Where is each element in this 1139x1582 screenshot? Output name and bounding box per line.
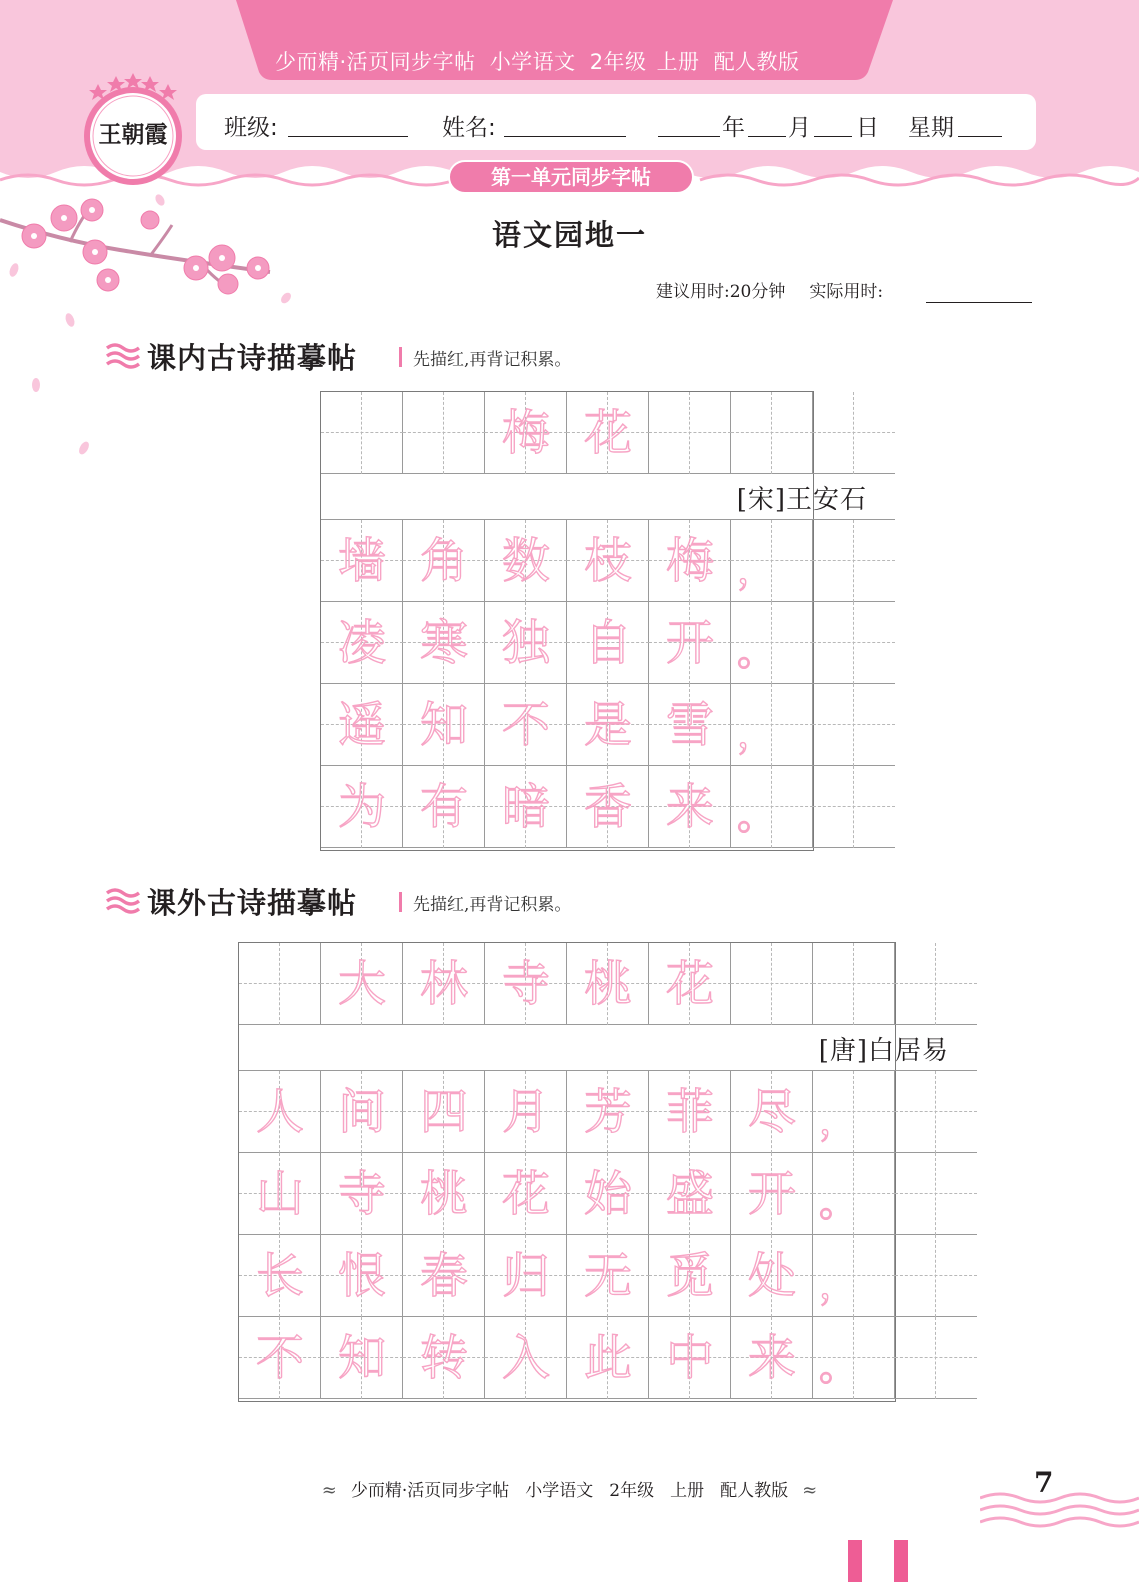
trace-character: 山 xyxy=(255,1166,304,1222)
trace-character: 雪 xyxy=(665,697,714,753)
grid-cell[interactable] xyxy=(403,943,485,1025)
guide-line xyxy=(853,392,854,474)
grid-cell[interactable] xyxy=(567,602,649,684)
trace-character: 知 xyxy=(337,1330,386,1386)
guide-line xyxy=(649,432,731,433)
grid-cell[interactable] xyxy=(731,684,813,766)
trace-character: 转 xyxy=(419,1330,468,1386)
grid-cell[interactable] xyxy=(649,602,731,684)
guide-line xyxy=(321,432,403,433)
grid-cell[interactable] xyxy=(567,943,649,1025)
grid-cell[interactable] xyxy=(649,1235,731,1317)
poem-grid-extra xyxy=(238,942,949,1402)
grid-cell[interactable] xyxy=(239,1317,321,1399)
actual-time-label: 实际用时: xyxy=(809,282,884,302)
wave-icon xyxy=(105,887,141,915)
trace-character: 不 xyxy=(255,1330,304,1386)
grid-cell[interactable] xyxy=(567,1317,649,1399)
grid-cell[interactable] xyxy=(403,1153,485,1235)
wave-icon: ≈ xyxy=(802,1480,818,1501)
author-row xyxy=(321,474,895,520)
guide-line xyxy=(771,392,772,474)
trace-character: 。 xyxy=(737,794,776,838)
grid-cell[interactable] xyxy=(895,1317,977,1399)
trace-character: 入 xyxy=(501,1330,550,1386)
guide-line xyxy=(239,983,321,984)
grid-cell[interactable] xyxy=(813,943,895,1025)
section-hint: 先描红,再背记积累。 xyxy=(413,895,572,915)
trace-character: 觅 xyxy=(665,1248,714,1304)
grid-cell[interactable] xyxy=(321,766,403,848)
day-label: 日 xyxy=(856,115,879,141)
grid-cell[interactable] xyxy=(485,602,567,684)
guide-line xyxy=(935,1235,936,1317)
trace-character: 长 xyxy=(255,1248,304,1304)
guide-line xyxy=(813,432,895,433)
trace-character: 盛 xyxy=(665,1166,714,1222)
trace-character: 梅 xyxy=(665,533,714,589)
trace-character: 遥 xyxy=(337,697,386,753)
trace-character: 寒 xyxy=(419,615,468,671)
grid-cell[interactable] xyxy=(321,1153,403,1235)
grid-cell[interactable] xyxy=(649,943,731,1025)
grid-cell[interactable] xyxy=(321,684,403,766)
trace-character: 。 xyxy=(819,1345,858,1389)
grid-cell[interactable] xyxy=(813,1317,895,1399)
guide-line xyxy=(771,943,772,1025)
grid-cell[interactable] xyxy=(485,943,567,1025)
grid-cell[interactable] xyxy=(813,392,895,474)
trace-character: ， xyxy=(819,1263,858,1307)
grid-cell[interactable] xyxy=(403,1317,485,1399)
trace-character: 人 xyxy=(255,1084,304,1140)
weekday-input-line[interactable] xyxy=(958,136,1002,137)
guide-line xyxy=(813,983,895,984)
grid-cell[interactable] xyxy=(813,1235,895,1317)
grid-cell[interactable] xyxy=(895,1235,977,1317)
trace-character: 桃 xyxy=(419,1166,468,1222)
divider xyxy=(399,892,402,912)
trace-character: 始 xyxy=(583,1166,632,1222)
grid-cell[interactable] xyxy=(895,1153,977,1235)
guide-line xyxy=(853,602,854,684)
wave-icon xyxy=(105,342,141,370)
grid-cell[interactable] xyxy=(649,392,731,474)
trace-character: 墙 xyxy=(337,533,386,589)
grid-cell[interactable] xyxy=(567,1071,649,1153)
grid-cell[interactable] xyxy=(731,766,813,848)
trace-character: 月 xyxy=(501,1084,550,1140)
grid-cell[interactable] xyxy=(649,520,731,602)
grid-cell[interactable] xyxy=(321,392,403,474)
trace-character: 菲 xyxy=(665,1084,714,1140)
guide-line xyxy=(895,983,977,984)
edge-tab xyxy=(848,1540,862,1582)
grid-cell[interactable] xyxy=(239,1153,321,1235)
grid-cell[interactable] xyxy=(649,1317,731,1399)
trace-character: 。 xyxy=(819,1181,858,1225)
trace-character: 芳 xyxy=(583,1084,632,1140)
trace-character: 不 xyxy=(501,697,550,753)
trace-character: 数 xyxy=(501,533,550,589)
author-row xyxy=(239,1025,977,1071)
grid-cell[interactable] xyxy=(813,1071,895,1153)
actual-time-input-line[interactable] xyxy=(926,302,1032,303)
grid-cell[interactable] xyxy=(321,602,403,684)
grid-cell[interactable] xyxy=(403,392,485,474)
guide-line xyxy=(279,943,280,1025)
guide-line xyxy=(853,684,854,766)
trace-character: 自 xyxy=(583,615,632,671)
trace-character: 。 xyxy=(737,630,776,674)
grid-cell[interactable] xyxy=(731,392,813,474)
grid-cell[interactable] xyxy=(813,602,895,684)
grid-cell[interactable] xyxy=(485,684,567,766)
poem-author: [唐]白居易 xyxy=(818,1036,949,1066)
guide-line xyxy=(935,943,936,1025)
grid-cell[interactable] xyxy=(567,1235,649,1317)
guide-line xyxy=(361,392,362,474)
grid-cell[interactable] xyxy=(731,520,813,602)
guide-line xyxy=(853,520,854,602)
trace-character: ， xyxy=(819,1099,858,1143)
guide-line xyxy=(895,1111,977,1112)
grid-cell[interactable] xyxy=(731,943,813,1025)
trace-character: 梅 xyxy=(501,405,550,461)
grid-cell[interactable] xyxy=(321,943,403,1025)
name-label: 姓名: xyxy=(442,115,496,141)
logo-text: 王朝霞 xyxy=(98,121,168,148)
name-input-line[interactable] xyxy=(504,136,626,137)
trace-character: 角 xyxy=(419,533,468,589)
unit-badge: 第一单元同步字帖 xyxy=(448,160,694,194)
trace-character: 独 xyxy=(501,615,550,671)
guide-line xyxy=(935,1153,936,1235)
trace-character: 间 xyxy=(337,1084,386,1140)
grid-cell[interactable] xyxy=(731,1317,813,1399)
time-info xyxy=(656,277,883,302)
grid-cell[interactable] xyxy=(567,520,649,602)
grid-cell[interactable] xyxy=(567,1153,649,1235)
grid-cell[interactable] xyxy=(567,766,649,848)
trace-character: 花 xyxy=(665,956,714,1012)
grid-cell[interactable] xyxy=(485,392,567,474)
grid-cell[interactable] xyxy=(321,1071,403,1153)
trace-character: 此 xyxy=(583,1330,632,1386)
trace-character: 有 xyxy=(419,779,468,835)
trace-character: ， xyxy=(737,712,776,756)
grid-cell[interactable] xyxy=(731,1235,813,1317)
trace-character: 无 xyxy=(583,1248,632,1304)
guide-line xyxy=(853,943,854,1025)
grid-cell[interactable] xyxy=(895,943,977,1025)
header-title: 少而精·活页同步字帖 小学语文 2年级 上册 配人教版 xyxy=(275,50,800,74)
divider xyxy=(399,347,402,367)
trace-character: 知 xyxy=(419,697,468,753)
suggested-time: 建议用时:20分钟 xyxy=(656,282,786,302)
grid-cell[interactable] xyxy=(649,1071,731,1153)
trace-character: 来 xyxy=(747,1330,796,1386)
trace-character: 暗 xyxy=(501,779,550,835)
grid-cell[interactable] xyxy=(485,1071,567,1153)
month-input-line[interactable] xyxy=(748,136,786,137)
trace-character: 桃 xyxy=(583,956,632,1012)
grid-cell[interactable] xyxy=(485,766,567,848)
trace-character: 四 xyxy=(419,1084,468,1140)
guide-line xyxy=(813,642,895,643)
trace-character: 开 xyxy=(747,1166,796,1222)
grid-cell[interactable] xyxy=(813,1153,895,1235)
trace-character: 处 xyxy=(747,1248,796,1304)
trace-character: 是 xyxy=(583,697,632,753)
year-input-line[interactable] xyxy=(658,136,720,137)
trace-character: 林 xyxy=(419,956,468,1012)
trace-character: 寺 xyxy=(337,1166,386,1222)
guide-line xyxy=(731,983,813,984)
guide-line xyxy=(895,1357,977,1358)
grid-cell[interactable] xyxy=(239,1235,321,1317)
grid-cell[interactable] xyxy=(485,1317,567,1399)
student-info-bar xyxy=(196,94,1036,150)
grid-cell[interactable] xyxy=(239,1071,321,1153)
trace-character: 春 xyxy=(419,1248,468,1304)
month-label: 月 xyxy=(788,115,811,141)
class-label: 班级: xyxy=(224,115,278,141)
guide-line xyxy=(813,560,895,561)
class-input-line[interactable] xyxy=(288,136,408,137)
trace-character: 归 xyxy=(501,1248,550,1304)
trace-character: 开 xyxy=(665,615,714,671)
trace-character: 为 xyxy=(337,779,386,835)
grid-cell[interactable] xyxy=(813,520,895,602)
guide-line xyxy=(813,724,895,725)
trace-character: 尽 xyxy=(747,1084,796,1140)
trace-character: 枝 xyxy=(583,533,632,589)
section-title: 课内古诗描摹帖 xyxy=(147,341,358,375)
guide-line xyxy=(895,1275,977,1276)
guide-line xyxy=(731,432,813,433)
grid-cell[interactable] xyxy=(649,684,731,766)
grid-cell[interactable] xyxy=(731,1153,813,1235)
grid-cell[interactable] xyxy=(485,520,567,602)
grid-cell[interactable] xyxy=(321,1317,403,1399)
weekday-label: 星期 xyxy=(908,115,954,141)
grid-cell[interactable] xyxy=(567,684,649,766)
trace-character: 来 xyxy=(665,779,714,835)
day-input-line[interactable] xyxy=(814,136,852,137)
grid-cell[interactable] xyxy=(403,1071,485,1153)
poem-grid-in-class xyxy=(320,391,867,851)
grid-cell[interactable] xyxy=(239,943,321,1025)
guide-line xyxy=(935,1071,936,1153)
grid-cell[interactable] xyxy=(403,602,485,684)
grid-cell[interactable] xyxy=(403,684,485,766)
section-title: 课外古诗描摹帖 xyxy=(147,886,358,920)
year-label: 年 xyxy=(722,115,745,141)
page-title: 语文园地一 xyxy=(491,218,647,252)
guide-line xyxy=(895,1193,977,1194)
trace-character: 寺 xyxy=(501,956,550,1012)
guide-line xyxy=(813,806,895,807)
grid-cell[interactable] xyxy=(813,684,895,766)
guide-line xyxy=(853,766,854,848)
trace-character: 花 xyxy=(501,1166,550,1222)
guide-line xyxy=(935,1317,936,1399)
trace-character: 大 xyxy=(337,956,386,1012)
grid-cell[interactable] xyxy=(649,766,731,848)
footer-text: ≈ 少而精·活页同步字帖 小学语文 2年级 上册 配人教版 ≈ xyxy=(321,1480,818,1501)
poem-author: [宋]王安石 xyxy=(736,485,867,515)
guide-line xyxy=(403,432,485,433)
grid-cell[interactable] xyxy=(403,766,485,848)
grid-cell[interactable] xyxy=(403,520,485,602)
wave-icon: ≈ xyxy=(321,1480,337,1501)
guide-line xyxy=(689,392,690,474)
grid-cell[interactable] xyxy=(895,1071,977,1153)
grid-cell[interactable] xyxy=(731,602,813,684)
grid-cell[interactable] xyxy=(321,520,403,602)
trace-character: ， xyxy=(737,548,776,592)
trace-character: 凌 xyxy=(337,615,386,671)
brand-logo xyxy=(78,70,188,188)
trace-character: 香 xyxy=(583,779,632,835)
trace-character: 恨 xyxy=(337,1248,386,1304)
grid-cell[interactable] xyxy=(813,766,895,848)
page-number: 7 xyxy=(1034,1466,1054,1499)
grid-cell[interactable] xyxy=(403,1235,485,1317)
guide-line xyxy=(443,392,444,474)
grid-cell[interactable] xyxy=(321,1235,403,1317)
trace-character: 花 xyxy=(583,405,632,461)
trace-character: 中 xyxy=(665,1330,714,1386)
grid-cell[interactable] xyxy=(649,1153,731,1235)
edge-tab xyxy=(894,1540,908,1582)
section-hint: 先描红,再背记积累。 xyxy=(413,350,572,370)
grid-cell[interactable] xyxy=(567,392,649,474)
grid-cell[interactable] xyxy=(485,1153,567,1235)
grid-cell[interactable] xyxy=(485,1235,567,1317)
grid-cell[interactable] xyxy=(731,1071,813,1153)
